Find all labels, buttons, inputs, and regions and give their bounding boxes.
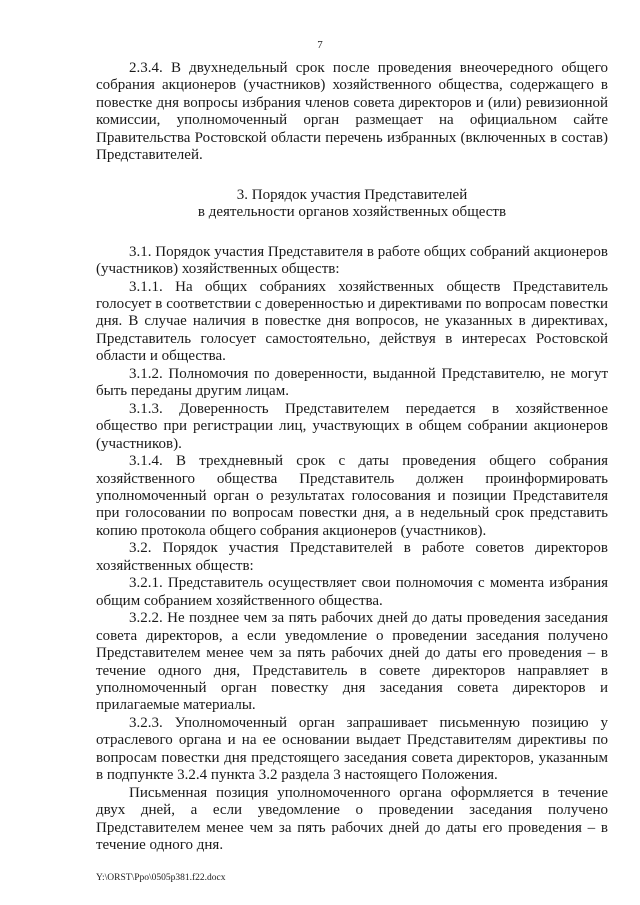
paragraph-3-2: 3.2. Порядок участия Представителей в работе советов директоров хозяйственных обществ: [96,540,608,574]
page-number: 7 [317,39,323,51]
paragraph-3-1-3: 3.1.3. Доверенность Представителем передается в хозяйственное общество при регистрации лиц, участвующих в общем собрании акционеров (участников). [96,400,608,452]
document-body [96,60,608,854]
paragraph-3-1-4: 3.1.4. В трехдневный срок с даты проведения общего собрания хозяйственного общества Представитель должен проинформировать уполномоченный орган о результатах голосования и позиции Представителя при голосовании по вопросам повестки дня, а в недельный срок представить копию протокола общего собрания акционеров (участников). [96,453,608,539]
paragraph-3-2-2: 3.2.2. Не позднее чем за пять рабочих дней до даты проведения заседания совета директоров, а если уведомление о проведении заседания получено Представителем менее чем за пять рабочих дней до даты его проведения – в течение одного дня, Представитель в совете директоров направляет в уполномоченный орган повестку дня заседания совета директоров и прилагаемые материалы. [96,610,608,714]
paragraph-2-3-4: 2.3.4. В двухнедельный срок после проведения внеочередного общего собрания акционеров (участников) хозяйственного общества, содержащего в повестке дня вопросы избрания членов совета директоров и (или) ревизионной комиссии, уполномоченный орган размещает на официальном сайте Правительства Ростовской области перечень избранных (включенных в состав) Представителей. [96,60,608,164]
paragraph-3-2-1: 3.2.1. Представитель осуществляет свои полномочия с момента избрания общим собранием хозяйственного общества. [96,575,608,609]
paragraph-3-2-3: 3.2.3. Уполномоченный орган запрашивает письменную позицию у отраслевого органа и на ее основании выдает Представителям директивы по вопросам повестки дня предстоящего заседания совета директоров, указанным в подпункте 3.2.4 пункта 3.2 раздела 3 настоящего Положения. [96,714,608,784]
paragraph-3-1-2: 3.1.2. Полномочия по доверенности, выданной Представителю, не могут быть переданы другим лицам. [96,365,608,400]
paragraph-3-1-1: 3.1.1. На общих собраниях хозяйственных обществ Представитель голосует в соответствии с доверенностью и директивами по вопросам повестки дня. В случае наличия в повестке дня вопросов, не указанных в директивах, Представитель голосует самостоятельно, действуя в интересах Ростовской области и общества. [96,278,608,365]
paragraph-3-1: 3.1. Порядок участия Представителя в работе общих собраний акционеров (участников) хозяйственных обществ: [96,243,608,278]
paragraph-written-position: Письменная позиция уполномоченного органа оформляется в течение двух дней, а если уведомление о проведении заседания получено Представителем менее чем за пять рабочих дней до даты его проведения – в течение одного дня. [96,784,608,854]
section-heading-line-1: 3. Порядок участия Представителей [236,186,468,203]
section-heading [96,187,608,222]
section-heading-line-2: в деятельности органов хозяйственных обществ [197,204,507,221]
footer-file-path: Y:\ORST\Ppo\0505p381.f22.docx [96,873,226,883]
